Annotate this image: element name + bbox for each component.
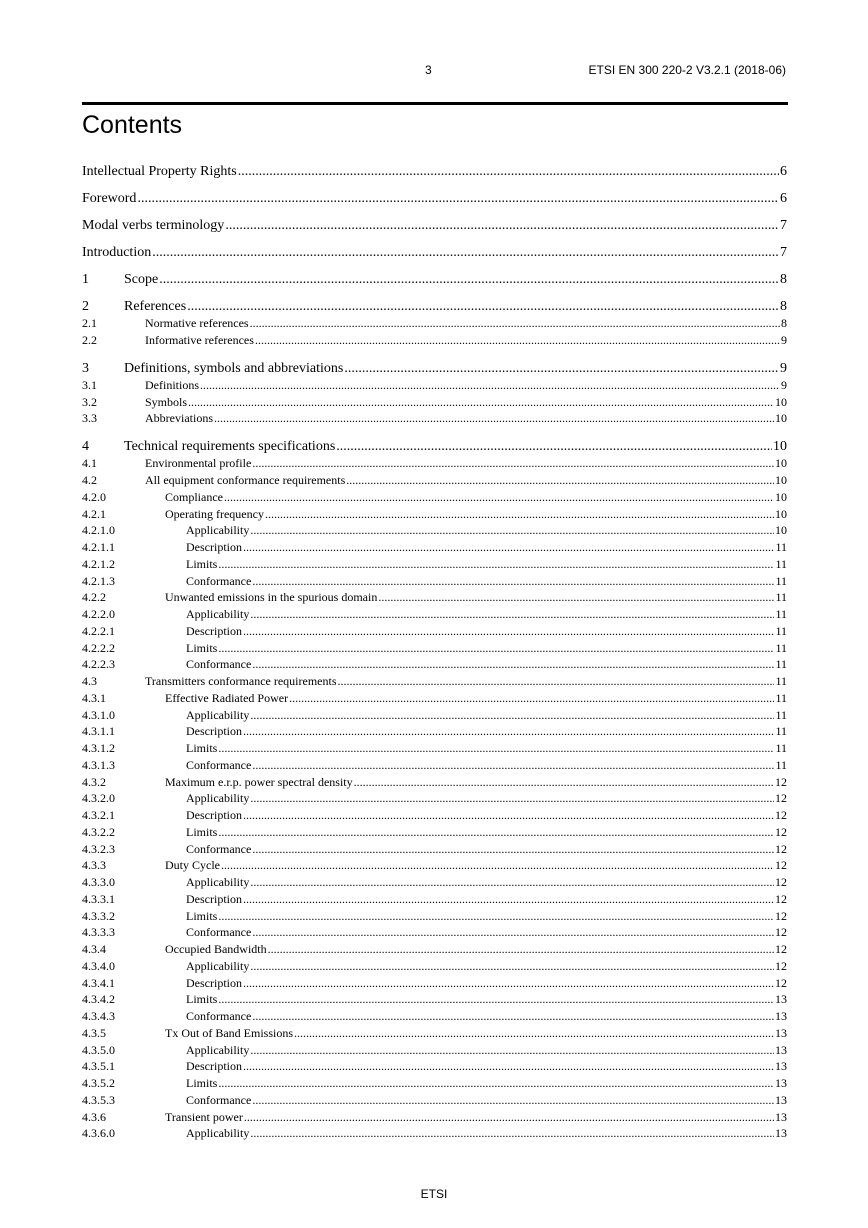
toc-entry-title: Transient power — [165, 1109, 243, 1124]
toc-entry-page: 11 — [775, 690, 787, 705]
toc-entry-title: Operating frequency — [165, 506, 264, 521]
toc-entry-page: 12 — [775, 841, 787, 856]
toc-entry[interactable] — [82, 574, 787, 589]
toc-leader-dots — [294, 1026, 774, 1041]
toc-entry[interactable] — [82, 1009, 787, 1024]
toc-leader-dots — [252, 1009, 774, 1024]
toc-entry-number: 4.3.6 — [82, 1109, 106, 1124]
toc-entry-page: 12 — [775, 791, 787, 806]
toc-leader-dots — [218, 741, 774, 756]
toc-entry-number: 4.2 — [82, 473, 97, 487]
toc-entry[interactable] — [82, 724, 787, 739]
toc-entry-number: 4.3.3.0 — [82, 875, 115, 889]
toc-entry-number: 4.3.2 — [82, 774, 106, 789]
toc-entry-number: 1 — [82, 272, 89, 287]
toc-entry-title: Introduction — [82, 245, 152, 260]
toc-entry-number: 4.3.5.2 — [82, 1076, 115, 1090]
toc-entry-title: Applicability — [186, 958, 250, 973]
toc-entry-page: 13 — [775, 992, 787, 1007]
toc-entry[interactable] — [82, 507, 787, 522]
toc-entry-number: 4.2.1.0 — [82, 523, 115, 538]
toc-entry[interactable] — [82, 217, 787, 234]
toc-entry-number: 4.2.2.1 — [82, 623, 115, 638]
toc-entry-page: 12 — [775, 891, 787, 906]
toc-entry-title: Limits — [186, 741, 218, 755]
toc-entry-page: 10 — [775, 394, 787, 409]
toc-leader-dots — [250, 708, 774, 723]
toc-entry[interactable] — [82, 557, 787, 572]
toc-leader-dots — [243, 808, 774, 823]
toc-entry-title: Transmitters conformance requirements — [145, 674, 337, 688]
toc-entry[interactable] — [82, 942, 787, 957]
toc-entry-page: 10 — [775, 523, 787, 538]
toc-entry[interactable] — [82, 1059, 787, 1074]
toc-entry[interactable] — [82, 674, 787, 689]
toc-entry-number: 4.1 — [82, 456, 97, 471]
toc-entry-page: 7 — [780, 245, 787, 260]
toc-entry-title: Applicability — [186, 1126, 250, 1141]
toc-entry[interactable] — [82, 298, 787, 315]
toc-leader-dots — [243, 624, 774, 639]
toc-leader-dots — [250, 875, 774, 890]
toc-entry-number: 4.3.5.0 — [82, 1042, 115, 1057]
toc-entry[interactable] — [82, 758, 787, 773]
toc-entry[interactable] — [82, 925, 787, 940]
toc-leader-dots — [338, 674, 775, 689]
toc-entry-title: Conformance — [186, 657, 252, 672]
toc-entry-number: 4.3.4 — [82, 942, 106, 956]
toc-leader-dots — [252, 758, 774, 773]
toc-entry-page: 11 — [775, 657, 787, 672]
toc-entry-title: Effective Radiated Power — [165, 690, 289, 705]
toc-entry-page: 12 — [775, 774, 787, 789]
toc-entry-number: 3.1 — [82, 377, 97, 392]
toc-entry-title: Limits — [186, 824, 218, 839]
toc-entry[interactable] — [82, 271, 787, 288]
document-reference: ETSI EN 300 220-2 V3.2.1 (2018-06) — [588, 63, 786, 77]
toc-entry[interactable] — [82, 791, 787, 806]
toc-entry-number: 4.3.1.3 — [82, 757, 115, 772]
header-rule — [82, 102, 788, 105]
toc-leader-dots — [250, 959, 774, 974]
toc-leader-dots — [244, 1110, 774, 1125]
toc-entry[interactable] — [82, 523, 787, 538]
toc-leader-dots — [152, 244, 779, 261]
toc-entry[interactable] — [82, 1093, 787, 1108]
toc-entry-number: 4.2.2.3 — [82, 657, 115, 672]
toc-entry[interactable] — [82, 490, 787, 505]
toc-entry[interactable] — [82, 641, 787, 656]
toc-entry-page: 13 — [775, 1092, 787, 1107]
toc-entry-page: 13 — [775, 1126, 787, 1141]
toc-entry[interactable] — [82, 1126, 787, 1141]
toc-entry-number: 2.2 — [82, 332, 97, 347]
toc-entry-title: Conformance — [186, 841, 252, 856]
toc-entry-title: Applicability — [186, 791, 250, 806]
toc-leader-dots — [137, 190, 779, 207]
toc-entry[interactable] — [82, 438, 787, 455]
toc-entry-page: 13 — [775, 1042, 787, 1057]
toc-entry-page: 11 — [775, 623, 787, 638]
toc-leader-dots — [250, 1126, 774, 1141]
toc-entry-page: 11 — [775, 607, 787, 621]
toc-leader-dots — [218, 1076, 774, 1091]
toc-entry[interactable] — [82, 657, 787, 672]
toc-entry[interactable] — [82, 590, 787, 605]
toc-entry-title: All equipment conformance requirements — [145, 473, 346, 487]
toc-entry-number: 4.3.1.0 — [82, 707, 115, 722]
toc-leader-dots — [200, 378, 780, 393]
toc-entry-number: 4.2.1.2 — [82, 556, 115, 571]
toc-leader-dots — [238, 163, 779, 180]
toc-entry-title: Applicability — [186, 875, 250, 889]
toc-entry-number: 4.3.4.1 — [82, 975, 115, 990]
toc-entry[interactable] — [82, 1110, 787, 1125]
toc-entry[interactable] — [82, 875, 787, 890]
toc-entry-number: 4 — [82, 439, 89, 455]
toc-entry[interactable] — [82, 1026, 787, 1041]
toc-leader-dots — [252, 657, 774, 672]
toc-entry-page: 12 — [775, 958, 787, 973]
toc-entry-title: Conformance — [186, 1009, 252, 1023]
toc-entry-number: 3.2 — [82, 394, 97, 409]
toc-leader-dots — [336, 438, 772, 455]
toc-entry-page: 11 — [775, 640, 787, 655]
toc-entry-page: 6 — [780, 191, 787, 206]
toc-entry-page: 11 — [775, 540, 787, 554]
toc-entry-number: 4.2.2 — [82, 590, 106, 605]
toc-entry-title: Description — [186, 808, 242, 822]
toc-entry[interactable] — [82, 708, 787, 723]
toc-entry-number: 4.3 — [82, 674, 97, 688]
toc-entry-page: 10 — [773, 439, 787, 455]
toc-entry-title: Compliance — [165, 489, 223, 504]
toc-leader-dots — [243, 1059, 774, 1074]
toc-entry-number: 4.2.2.2 — [82, 640, 115, 655]
toc-entry-page: 13 — [775, 1076, 787, 1090]
toc-entry-number: 2 — [82, 299, 89, 314]
toc-entry-page: 13 — [775, 1025, 787, 1040]
toc-entry[interactable] — [82, 1043, 787, 1058]
toc-entry-page: 10 — [775, 506, 787, 521]
toc-entry-title: Maximum e.r.p. power spectral density — [165, 774, 353, 789]
toc-entry-page: 12 — [775, 942, 787, 956]
toc-entry-title: Limits — [186, 1076, 218, 1090]
toc-entry[interactable] — [82, 411, 787, 426]
toc-leader-dots — [344, 360, 779, 377]
toc-leader-dots — [218, 641, 774, 656]
toc-entry-number: 4.2.0 — [82, 489, 106, 504]
toc-entry-page: 8 — [780, 272, 787, 287]
toc-entry-page: 12 — [775, 908, 787, 923]
toc-entry-page: 12 — [775, 925, 787, 940]
toc-entry-title: Description — [186, 891, 242, 906]
toc-entry[interactable] — [82, 607, 787, 622]
toc-entry[interactable] — [82, 808, 787, 823]
toc-entry-page: 9 — [781, 332, 787, 347]
toc-leader-dots — [221, 858, 774, 873]
toc-entry-number: 4.3.3.2 — [82, 908, 115, 923]
toc-entry-page: 13 — [775, 1059, 787, 1074]
toc-entry-page: 10 — [775, 456, 787, 471]
toc-entry[interactable] — [82, 909, 787, 924]
toc-entry[interactable] — [82, 741, 787, 756]
toc-entry-page: 13 — [775, 1109, 787, 1124]
page-title: Contents — [82, 111, 183, 139]
toc-entry-number: 4.2.1.1 — [82, 540, 115, 554]
toc-entry[interactable] — [82, 456, 787, 471]
toc-entry-page: 12 — [775, 875, 787, 889]
toc-entry[interactable] — [82, 360, 787, 377]
toc-entry-page: 11 — [775, 707, 787, 722]
toc-entry-title: Modal verbs terminology — [82, 218, 225, 233]
toc-entry-title: Limits — [186, 640, 218, 655]
toc-entry-number: 4.3.1 — [82, 690, 106, 705]
toc-leader-dots — [159, 271, 779, 288]
toc-entry-page: 8 — [781, 316, 787, 330]
toc-entry[interactable] — [82, 892, 787, 907]
toc-entry-title: Applicability — [186, 523, 250, 538]
toc-leader-dots — [250, 607, 774, 622]
toc-leader-dots — [346, 473, 774, 488]
toc-entry-page: 12 — [775, 975, 787, 990]
toc-entry-page: 7 — [780, 218, 787, 233]
toc-entry[interactable] — [82, 1076, 787, 1091]
toc-leader-dots — [289, 691, 774, 706]
toc-entry-title: Limits — [186, 908, 218, 923]
toc-entry-number: 4.3.5.3 — [82, 1092, 115, 1107]
toc-entry-page: 12 — [775, 858, 787, 873]
toc-entry[interactable] — [82, 244, 787, 261]
toc-leader-dots — [243, 724, 774, 739]
toc-entry-title: Abbreviations — [145, 411, 213, 426]
toc-entry-title: Applicability — [186, 1042, 250, 1057]
toc-entry-title: Intellectual Property Rights — [82, 164, 237, 179]
toc-entry-page: 12 — [775, 808, 787, 822]
toc-entry-number: 4.3.3.1 — [82, 891, 115, 906]
toc-entry-title: Technical requirements specifications — [124, 439, 336, 455]
toc-entry-number: 4.3.3 — [82, 858, 106, 873]
toc-entry-number: 4.3.1.2 — [82, 741, 115, 755]
toc-entry[interactable] — [82, 378, 787, 393]
toc-entry[interactable] — [82, 775, 787, 790]
toc-entry[interactable] — [82, 316, 787, 331]
toc-entry-number: 4.3.6.0 — [82, 1126, 115, 1141]
toc-entry-title: Limits — [186, 556, 218, 571]
toc-leader-dots — [250, 523, 774, 538]
toc-leader-dots — [378, 590, 774, 605]
toc-entry-title: Applicability — [186, 607, 250, 621]
page-footer: ETSI — [420, 1187, 448, 1201]
toc-entry[interactable] — [82, 163, 787, 180]
toc-entry-number: 4.3.2.2 — [82, 824, 115, 839]
toc-entry-number: 4.3.3.3 — [82, 925, 115, 940]
toc-leader-dots — [252, 1093, 774, 1108]
toc-leader-dots — [250, 1043, 774, 1058]
toc-entry-title: Conformance — [186, 573, 252, 588]
toc-entry-page: 11 — [775, 741, 787, 755]
toc-entry-title: Environmental profile — [145, 456, 252, 471]
toc-entry[interactable] — [82, 395, 787, 410]
toc-entry-title: Definitions, symbols and abbreviations — [124, 360, 344, 376]
toc-entry-title: Description — [186, 540, 242, 554]
toc-entry[interactable] — [82, 858, 787, 873]
toc-leader-dots — [252, 925, 774, 940]
toc-leader-dots — [265, 507, 774, 522]
toc-leader-dots — [255, 333, 780, 348]
toc-entry-title: Description — [186, 975, 242, 990]
toc-leader-dots — [188, 395, 774, 410]
toc-entry-number: 3 — [82, 360, 89, 376]
toc-entry-title: Tx Out of Band Emissions — [165, 1025, 293, 1040]
toc-entry-title: Informative references — [145, 332, 254, 347]
toc-entry-number: 4.3.2.0 — [82, 791, 115, 806]
toc-leader-dots — [218, 909, 774, 924]
toc-leader-dots — [252, 574, 774, 589]
toc-entry-title: Unwanted emissions in the spurious domain — [165, 590, 378, 605]
toc-entry-title: Conformance — [186, 757, 252, 772]
toc-entry-title: Normative references — [145, 316, 249, 330]
toc-entry[interactable] — [82, 540, 787, 555]
toc-entry-number: 4.3.4.2 — [82, 992, 115, 1007]
toc-entry-page: 9 — [781, 377, 787, 392]
toc-entry-page: 9 — [780, 360, 787, 376]
toc-entry[interactable] — [82, 333, 787, 348]
toc-leader-dots — [225, 217, 779, 234]
page-number: 3 — [425, 63, 432, 77]
toc-entry-title: Description — [186, 1059, 242, 1074]
toc-entry-number: 4.2.2.0 — [82, 607, 115, 621]
toc-entry[interactable] — [82, 473, 787, 488]
toc-entry-number: 2.1 — [82, 316, 97, 330]
toc-entry-number: 4.3.5 — [82, 1025, 106, 1040]
toc-entry-title: Description — [186, 724, 242, 739]
toc-entry-number: 4.3.5.1 — [82, 1059, 115, 1074]
toc-leader-dots — [243, 892, 774, 907]
toc-leader-dots — [218, 825, 774, 840]
toc-entry-title: Applicability — [186, 707, 250, 722]
toc-entry-title: Scope — [124, 272, 159, 287]
toc-entry-page: 11 — [775, 573, 787, 588]
toc-entry[interactable] — [82, 624, 787, 639]
toc-leader-dots — [354, 775, 774, 790]
toc-entry[interactable] — [82, 691, 787, 706]
toc-leader-dots — [268, 942, 774, 957]
toc-leader-dots — [218, 557, 774, 572]
toc-leader-dots — [214, 411, 774, 426]
toc-entry[interactable] — [82, 190, 787, 207]
toc-entry-title: Duty Cycle — [165, 858, 220, 873]
toc-entry-number: 4.3.4.3 — [82, 1009, 115, 1023]
toc-entry-page: 11 — [775, 757, 787, 772]
toc-entry-number: 4.3.2.1 — [82, 808, 115, 822]
toc-leader-dots — [243, 976, 774, 991]
toc-entry-page: 12 — [775, 824, 787, 839]
toc-entry-title: Definitions — [145, 377, 199, 392]
toc-leader-dots — [218, 992, 774, 1007]
toc-entry-page: 6 — [780, 164, 787, 179]
toc-entry-page: 13 — [775, 1009, 787, 1023]
toc-entry-title: Conformance — [186, 925, 252, 940]
toc-entry[interactable] — [82, 959, 787, 974]
toc-entry-page: 11 — [775, 590, 787, 605]
toc-leader-dots — [252, 842, 774, 857]
toc-leader-dots — [187, 298, 779, 315]
toc-leader-dots — [224, 490, 774, 505]
toc-entry[interactable] — [82, 976, 787, 991]
toc-entry-page: 8 — [780, 299, 787, 314]
toc-leader-dots — [252, 456, 774, 471]
toc-entry[interactable] — [82, 842, 787, 857]
toc-entry-page: 11 — [775, 724, 787, 739]
toc-entry-page: 10 — [775, 411, 787, 426]
toc-entry[interactable] — [82, 825, 787, 840]
toc-entry-title: Description — [186, 623, 242, 638]
toc-entry-number: 4.2.1 — [82, 506, 106, 521]
toc-entry-number: 4.3.4.0 — [82, 958, 115, 973]
toc-entry-title: Limits — [186, 992, 218, 1007]
toc-entry-title: References — [124, 299, 187, 314]
toc-entry[interactable] — [82, 992, 787, 1007]
toc-entry-page: 11 — [775, 674, 787, 688]
toc-leader-dots — [250, 316, 780, 331]
toc-entry-number: 4.3.1.1 — [82, 724, 115, 739]
toc-entry-number: 4.2.1.3 — [82, 573, 115, 588]
toc-entry-number: 3.3 — [82, 411, 97, 426]
toc-entry-number: 4.3.2.3 — [82, 841, 115, 856]
toc-entry-page: 11 — [775, 556, 787, 571]
toc-entry-title: Conformance — [186, 1092, 252, 1107]
toc-entry-title: Occupied Bandwidth — [165, 942, 267, 956]
toc-entry-page: 10 — [775, 473, 787, 487]
toc-leader-dots — [243, 540, 774, 555]
toc-entry-title: Symbols — [145, 394, 188, 409]
toc-entry-page: 10 — [775, 489, 787, 504]
toc-leader-dots — [250, 791, 774, 806]
toc-entry-title: Foreword — [82, 191, 137, 206]
